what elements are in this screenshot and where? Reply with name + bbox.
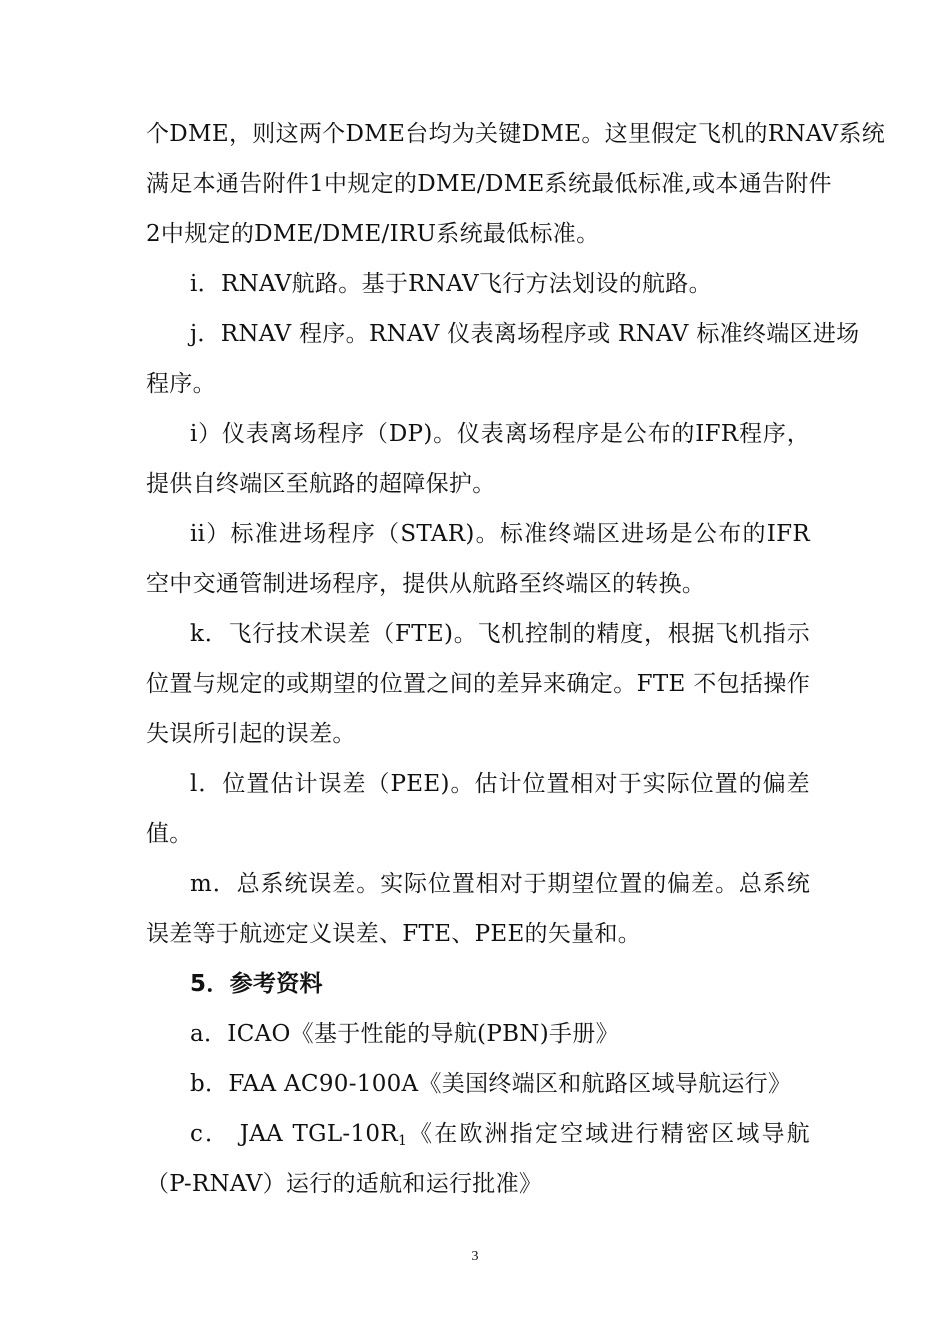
reference-a: a．ICAO《基于性能的导航(PBN)手册》 [190,1021,619,1047]
sub-definition-star: ii）标准进场程序（STAR)。标准终端区进场是公布的IFR [190,521,810,547]
section-heading-references: 5．参考资料 [190,971,323,997]
body-line: 失误所引起的误差。 [146,721,356,747]
body-line: 程序。 [146,371,216,397]
definition-j: j．RNAV 程序。RNAV 仪表离场程序或 RNAV 标准终端区进场 [190,321,860,347]
body-line: 位置与规定的或期望的位置之间的差异来确定。FTE 不包括操作 [146,671,810,697]
body-line: 空中交通管制进场程序，提供从航路至终端区的转换。 [146,571,706,597]
reference-c-prefix: c． JAA TGL-10R [190,1121,398,1147]
definition-m: m．总系统误差。实际位置相对于期望位置的偏差。总系统 [190,871,810,897]
definition-l: l．位置估计误差（PEE)。估计位置相对于实际位置的偏差 [190,771,810,797]
body-line: 值。 [146,821,193,847]
body-line: （P-RNAV）运行的适航和运行批准》 [146,1171,543,1197]
body-line: 2中规定的DME/DME/IRU系统最低标准。 [146,221,600,247]
definition-k: k．飞行技术误差（FTE)。飞机控制的精度，根据飞机指示 [190,621,810,647]
page-number: 3 [471,1249,479,1264]
body-line: 提供自终端区至航路的超障保护。 [146,471,496,497]
body-line: 满足本通告附件1中规定的DME/DME系统最低标准,或本通告附件 [146,171,832,197]
reference-c-title: 《在欧洲指定空域进行精密区域导航 [407,1121,810,1147]
reference-b: b．FAA AC90-100A《美国终端区和航路区域导航运行》 [190,1071,792,1097]
sub-definition-dp: i）仪表离场程序（DP)。仪表离场程序是公布的IFR程序， [190,421,810,447]
body-line: 个DME，则这两个DME台均为关键DME。这里假定飞机的RNAV系统 [146,121,886,147]
reference-c [190,1119,810,1149]
reference-c-subscript: 1 [397,1133,408,1149]
body-line: 误差等于航迹定义误差、FTE、PEE的矢量和。 [146,921,642,947]
definition-i: i．RNAV航路。基于RNAV飞行方法划设的航路。 [190,271,712,297]
